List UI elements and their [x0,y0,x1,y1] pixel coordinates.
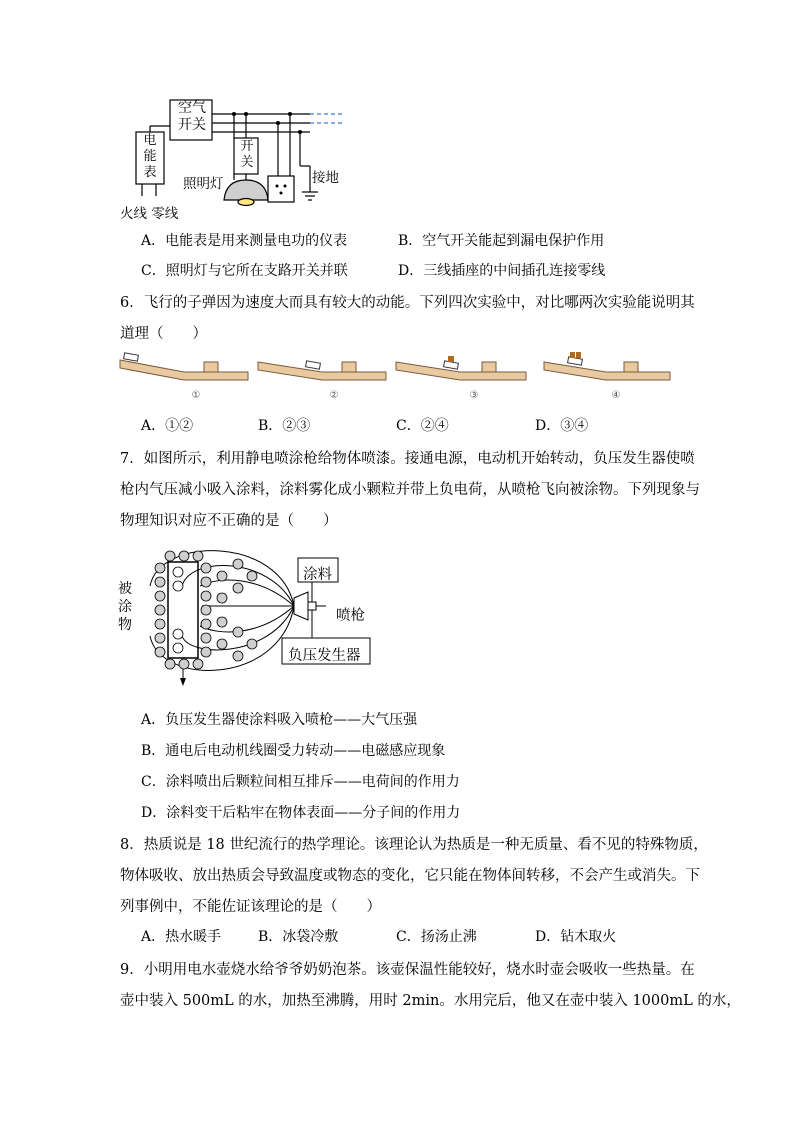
q6-ramp-figures [116,350,676,402]
lamp-label: 照明灯 [183,176,224,192]
q5-option-d: D．三线插座的中间插孔连接零线 [398,263,606,279]
q7-option-b: B．通电后电动机线圈受力转动——电磁感应现象 [141,743,446,759]
q6-stem-line1: 6．飞行的子弹因为速度大而具有较大的动能。下列四次实验中，对比哪两次实验能说明其 [120,295,695,311]
q7-stem-line1: 7．如图所示，利用静电喷涂枪给物体喷漆。接通电源，电动机开始转动，负压发生器使喷 [120,451,695,467]
q8-option-d: D．钻木取火 [535,929,617,945]
switch-label: 开 关 [240,139,254,170]
negative-pressure-generator-label: 负压发生器 [288,648,361,664]
q8-option-b: B．冰袋冷敷 [258,929,339,945]
q6-figure-label-2: ② [329,390,339,401]
q6-stem-line2: 道理（ ） [120,326,207,342]
q5-option-a: A．电能表是用来测量电功的仪表 [141,233,348,249]
object-label: 被 涂 物 [118,581,132,633]
q6-figure-label-1: ① [191,390,201,401]
paint-label: 涂料 [303,567,332,583]
spray-gun-label: 喷枪 [336,608,365,624]
q6-figure-label-4: ④ [611,390,621,401]
wires-label: 火线 零线 [120,206,179,222]
q7-option-a: A．负压发生器使涂料吸入喷枪——大气压强 [141,712,418,728]
q7-stem-line3: 物理知识对应不正确的是（ ） [120,513,338,529]
q8-option-c: C．扬汤止沸 [396,929,477,945]
q8-option-a: A．热水暖手 [141,929,222,945]
q8-stem-line2: 物体吸收、放出热质会导致温度或物态的变化，它只能在物体间转移，不会产生或消失。下 [120,868,700,884]
meter-label: 电 能 表 [143,133,157,180]
q6-option-d: D．③④ [535,418,589,434]
q6-option-b: B．②③ [258,418,311,434]
q5-option-b: B．空气开关能起到漏电保护作用 [398,233,605,249]
q8-stem-line1: 8．热质说是 18 世纪流行的热学理论。该理论认为热质是一种无质量、看不见的特殊物质， [120,837,708,853]
q7-stem-line2: 枪内气压减小吸入涂料，涂料雾化成小颗粒并带上负电荷，从喷枪飞向被涂物。下列现象与 [120,482,700,498]
q6-option-c: C．②④ [396,418,449,434]
q7-option-d: D．涂料变干后粘牢在物体表面——分子间的作用力 [141,805,461,821]
q5-option-c: C．照明灯与它所在支路开关并联 [141,263,348,279]
q6-option-a: A．①② [141,418,194,434]
q6-figure-label-3: ③ [469,390,479,401]
q7-option-c: C．涂料喷出后颗粒间相互排斥——电荷间的作用力 [141,774,460,790]
q9-stem-line1: 9．小明用电水壶烧水给爷爷奶奶泡茶。该壶保温性能较好，烧水时壶会吸收一些热量。在 [120,962,695,978]
ground-label: 接地 [312,170,339,186]
air-switch-label: 空气 开关 [178,100,206,133]
q9-stem-line2: 壶中装入 500mL 的水，加热至沸腾，用时 2min。水用完后，他又在壶中装入 1000mL 的水， [120,993,741,1009]
q8-stem-line3: 列事例中，不能佐证该理论的是（ ） [120,899,381,915]
